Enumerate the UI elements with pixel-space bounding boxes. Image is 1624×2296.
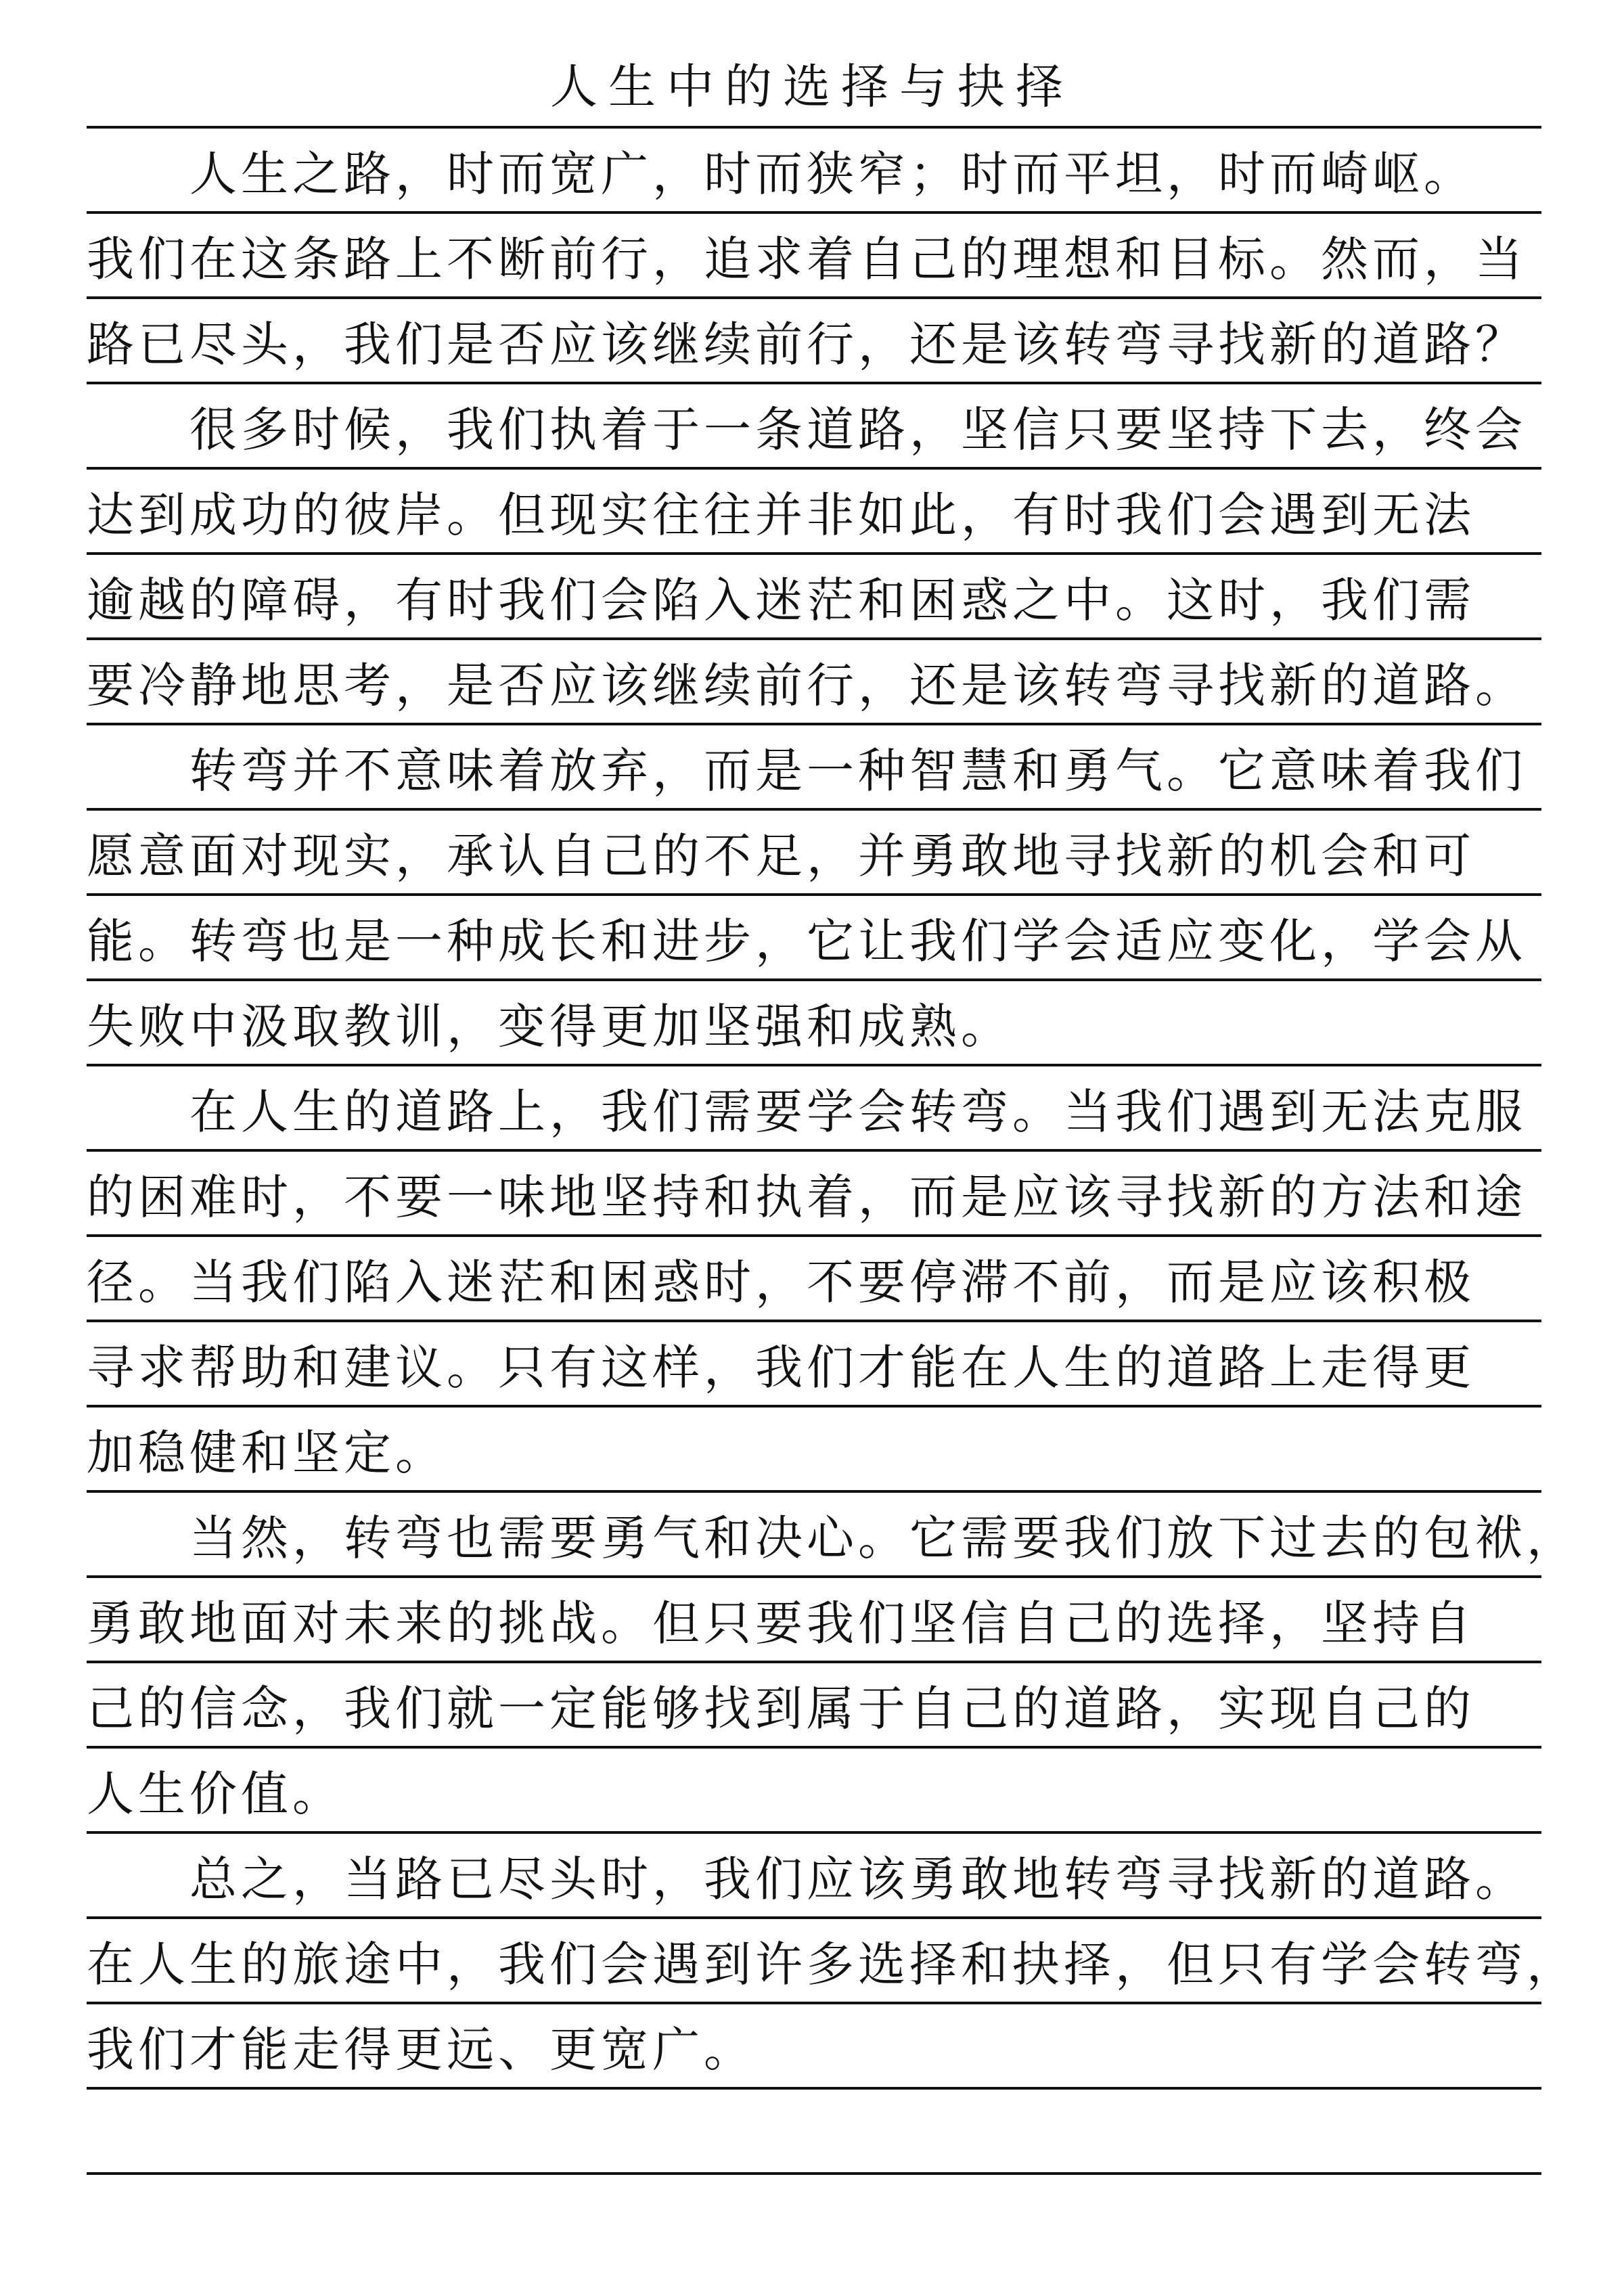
essay-line-text: 径。当我们陷入迷茫和困惑时，不要停滞不前，而是应该积极 — [87, 1255, 1475, 1310]
essay-line — [87, 2090, 1541, 2175]
essay-line — [87, 1663, 1541, 1749]
essay-line — [87, 1237, 1541, 1322]
essay-line-text: 己的信念，我们就一定能够找到属于自己的道路，实现自己的 — [87, 1681, 1475, 1736]
essay-line — [87, 1152, 1541, 1237]
essay-line-text: 在人生的道路上，我们需要学会转弯。当我们遇到无法克服 — [189, 1084, 1527, 1140]
essay-line — [87, 384, 1541, 470]
essay-line-text: 总之，当路已尽头时，我们应该勇敢地转弯寻找新的道路。 — [189, 1851, 1527, 1907]
essay-line — [87, 214, 1541, 299]
essay-line-text: 人生价值。 — [87, 1766, 344, 1822]
essay-line-text: 寻求帮助和建议。只有这样，我们才能在人生的道路上走得更 — [87, 1340, 1475, 1395]
essay-line-text: 当然，转弯也需要勇气和决心。它需要我们放下过去的包袱， — [189, 1510, 1578, 1566]
essay-line — [87, 1578, 1541, 1663]
essay-line-text: 人生之路，时而宽广，时而狭窄；时而平坦，时而崎岖。 — [189, 146, 1475, 202]
essay-line-text: 愿意面对现实，承认自己的不足，并勇敢地寻找新的机会和可 — [87, 828, 1475, 884]
essay-line — [87, 1919, 1578, 2004]
essay-line — [87, 725, 1541, 811]
essay-line — [87, 555, 1541, 640]
essay-line-text: 转弯并不意味着放弃，而是一种智慧和勇气。它意味着我们 — [189, 743, 1527, 798]
essay-line — [87, 1322, 1541, 1408]
essay-line-text: 达到成功的彼岸。但现实往往并非如此，有时我们会遇到无法 — [87, 487, 1475, 543]
essay-line-text: 失败中汲取教训，变得更加坚强和成熟。 — [87, 999, 1012, 1054]
ruled-lines — [87, 126, 1578, 2175]
essay-line-text: 加稳健和坚定。 — [87, 1425, 447, 1481]
essay-line — [87, 1834, 1541, 1919]
essay-line-text: 路已尽头，我们是否应该继续前行，还是该转弯寻找新的道路？ — [87, 317, 1527, 372]
page-title: 人生中的选择与抉择 — [550, 59, 1074, 114]
essay-line-text: 逾越的障碍，有时我们会陷入迷茫和困惑之中。这时，我们需 — [87, 572, 1475, 628]
essay-line — [87, 1408, 1541, 1493]
essay-line — [87, 470, 1541, 555]
essay-line — [87, 981, 1541, 1066]
essay-line-text: 在人生的旅途中，我们会遇到许多选择和抉择，但只有学会转弯， — [87, 1937, 1578, 1992]
essay-line — [87, 896, 1541, 981]
essay-line — [87, 299, 1541, 384]
essay-line-text: 能。转弯也是一种成长和进步，它让我们学会适应变化，学会从 — [87, 914, 1527, 969]
essay-line — [87, 2004, 1541, 2090]
essay-line — [87, 811, 1541, 896]
essay-line — [87, 1493, 1578, 1578]
essay-line — [87, 1749, 1541, 1834]
essay-line-text: 要冷静地思考，是否应该继续前行，还是该转弯寻找新的道路。 — [87, 658, 1527, 713]
essay-line-text: 我们在这条路上不断前行，追求着自己的理想和目标。然而，当 — [87, 231, 1527, 287]
essay-line-text: 勇敢地面对未来的挑战。但只要我们坚信自己的选择，坚持自 — [87, 1596, 1475, 1651]
essay-line-text: 我们才能走得更远、更宽广。 — [87, 2022, 755, 2077]
essay-line-text: 的困难时，不要一味地坚持和执着，而是应该寻找新的方法和途 — [87, 1169, 1527, 1225]
essay-line — [87, 640, 1541, 725]
essay-line — [87, 129, 1541, 214]
essay-line-text: 很多时候，我们执着于一条道路，坚信只要坚持下去，终会 — [189, 402, 1527, 457]
essay-line — [87, 1066, 1541, 1152]
